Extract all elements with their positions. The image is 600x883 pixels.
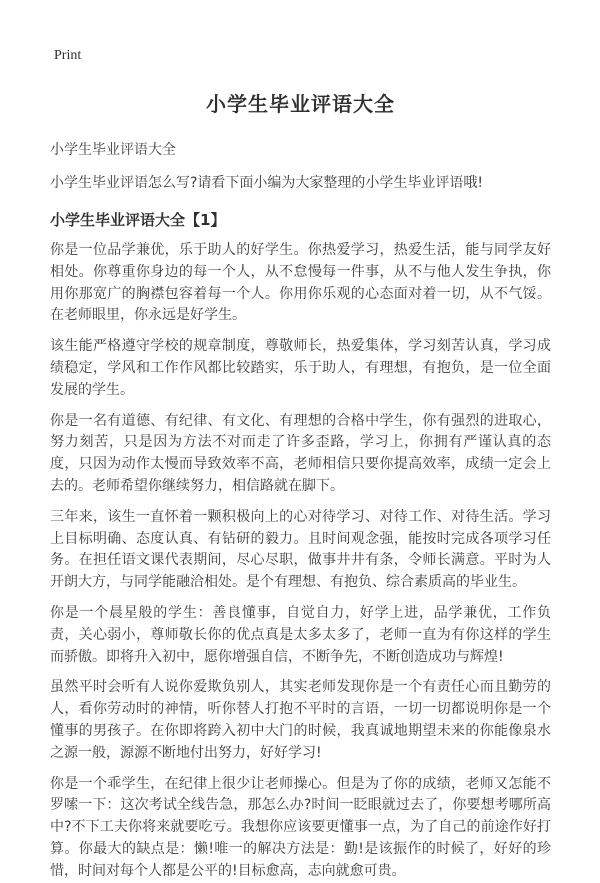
paragraph: 你是一个乖学生，在纪律上很少让老师操心。但是为了你的成绩，老师又怎能不罗嗦一下：这次考试全线告急，那怎么办?时间一眨眼就过去了，你要想考哪所高中?不下工夫你将来就要吃亏。我想你应该要更懂事一点，为了自己的前途作好打算。你最大的缺点是：懒!唯一的解决方法是：勤!是该振作的时候了，好好的珍惜，时间对每个人都是公平的!目标愈高，志向就愈可贵。 [50, 775, 551, 879]
document-subtitle: 小学生毕业评语大全 [50, 142, 176, 158]
paragraph-list [50, 240, 551, 883]
paragraph: 该生能严格遵守学校的规章制度，尊敬师长，热爱集体，学习刻苦认真，学习成绩稳定，学风和工作作风都比较踏实，乐于助人，有理想，有抱负，是一位全面发展的学生。 [50, 338, 551, 398]
paragraph: 你是一名有道德、有纪律、有文化、有理想的合格中学生，你有强烈的进取心，努力刻苦，只是因为方法不对而走了许多歪路，学习上，你拥有严谨认真的态度，只因为动作太慢而导致效率不高，老师相信只要你提高效率，成绩一定会上去的。老师希望你继续努力，相信路就在脚下。 [50, 412, 551, 494]
paragraph: 你是一位品学兼优，乐于助人的好学生。你热爱学习，热爱生活，能与同学友好相处。你尊重你身边的每一个人，从不怠慢每一件事，从不与他人发生争执，你用你那宽广的胸襟包容着每一个人。你用你乐观的心态面对着一切，从不气馁。在老师眼里，你永远是好学生。 [50, 242, 551, 324]
print-link[interactable]: Print [54, 48, 82, 63]
paragraph: 你是一个晨星般的学生：善良懂事，自觉自力，好学上进，品学兼优，工作负责，关心弱小，尊师敬长你的优点真是太多太多了，老师一直为有你这样的学生而骄傲。即将升入初中，愿你增强自信，不断争先，不断创造成功与辉煌! [50, 604, 551, 665]
paragraph: 三年来，该生一直怀着一颗积极向上的心对待学习、对待工作、对待生活。学习上目标明确、态度认真、有钻研的毅力。且时间观念强，能按时完成各项学习任务。在担任语文课代表期间，尽心尽职，做事井井有条，令师长满意。平时为人开朗大方，与同学能融洽相处。是个有理想、有抱负、综合素质高的毕业生。 [50, 508, 551, 591]
section-heading: 小学生毕业评语大全【1】 [50, 211, 226, 229]
paragraph: 虽然平时会听有人说你爱欺负别人，其实老师发现你是一个有责任心而且勤劳的人，看你劳动时的神情，听你替人打抱不平时的言语，一切一切都说明你是一个懂事的男孩子。在你即将跨入初中大门的时候，我真诚地期望未来的你能像泉水之源一般，源源不断地付出努力，好好学习! [50, 679, 551, 761]
intro-text: 小学生毕业评语怎么写?请看下面小编为大家整理的小学生毕业评语哦! [50, 175, 484, 191]
page-title: 小学生毕业评语大全 [206, 92, 395, 116]
